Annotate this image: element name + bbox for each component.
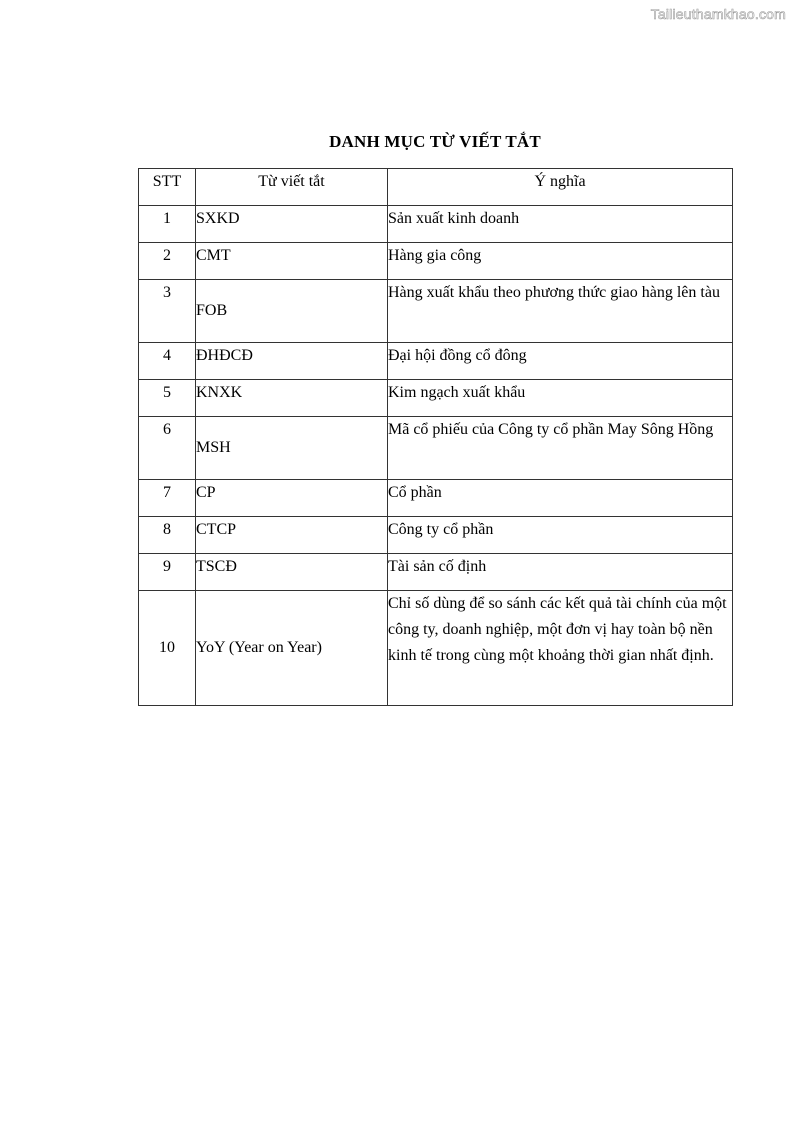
row-number: 6: [139, 417, 196, 480]
table-row: [139, 480, 733, 517]
table-row: [139, 517, 733, 554]
row-number: 4: [139, 343, 196, 380]
table-row: [139, 591, 733, 706]
abbreviation-table: [138, 168, 733, 706]
row-abbreviation: SXKD: [196, 206, 388, 243]
row-number: 5: [139, 380, 196, 417]
row-number: 2: [139, 243, 196, 280]
header-stt: STT: [139, 169, 196, 206]
row-meaning: Sản xuất kinh doanh: [388, 206, 733, 243]
row-abbreviation: CTCP: [196, 517, 388, 554]
table-row: [139, 417, 733, 480]
row-number: 3: [139, 280, 196, 343]
table-row: [139, 243, 733, 280]
row-meaning: Cổ phần: [388, 480, 733, 517]
row-abbreviation: FOB: [196, 280, 388, 343]
row-abbreviation: ĐHĐCĐ: [196, 343, 388, 380]
row-abbreviation: KNXK: [196, 380, 388, 417]
table-row: [139, 343, 733, 380]
row-abbreviation: YoY (Year on Year): [196, 591, 388, 706]
watermark-text: Tailieuthamkhao.com: [650, 6, 786, 22]
row-abbreviation: TSCĐ: [196, 554, 388, 591]
row-meaning: Kim ngạch xuất khẩu: [388, 380, 733, 417]
row-number: 10: [139, 591, 196, 706]
row-meaning: Tài sản cố định: [388, 554, 733, 591]
table-row: [139, 280, 733, 343]
table-row: [139, 206, 733, 243]
row-meaning: Hàng xuất khẩu theo phương thức giao hàng lên tàu: [388, 280, 733, 343]
row-meaning: Mã cổ phiếu của Công ty cổ phần May Sông Hồng: [388, 417, 733, 480]
row-abbreviation: CP: [196, 480, 388, 517]
row-number: 9: [139, 554, 196, 591]
page-title: DANH MỤC TỪ VIẾT TẮT: [329, 132, 541, 151]
row-meaning: Đại hội đồng cổ đông: [388, 343, 733, 380]
header-meaning: Ý nghĩa: [388, 169, 733, 206]
row-meaning: Hàng gia công: [388, 243, 733, 280]
table-row: [139, 554, 733, 591]
table-row: [139, 380, 733, 417]
row-number: 1: [139, 206, 196, 243]
row-meaning: Chỉ số dùng để so sánh các kết quả tài chính của một công ty, doanh nghiệp, một đơn vị hay toàn bộ nền kinh tế trong cùng một khoảng thời gian nhất định.: [388, 591, 733, 706]
row-abbreviation: CMT: [196, 243, 388, 280]
header-abbreviation: Từ viết tắt: [196, 169, 388, 206]
row-number: 7: [139, 480, 196, 517]
table-header-row: [139, 169, 733, 206]
row-meaning: Công ty cổ phần: [388, 517, 733, 554]
row-abbreviation: MSH: [196, 417, 388, 480]
row-number: 8: [139, 517, 196, 554]
